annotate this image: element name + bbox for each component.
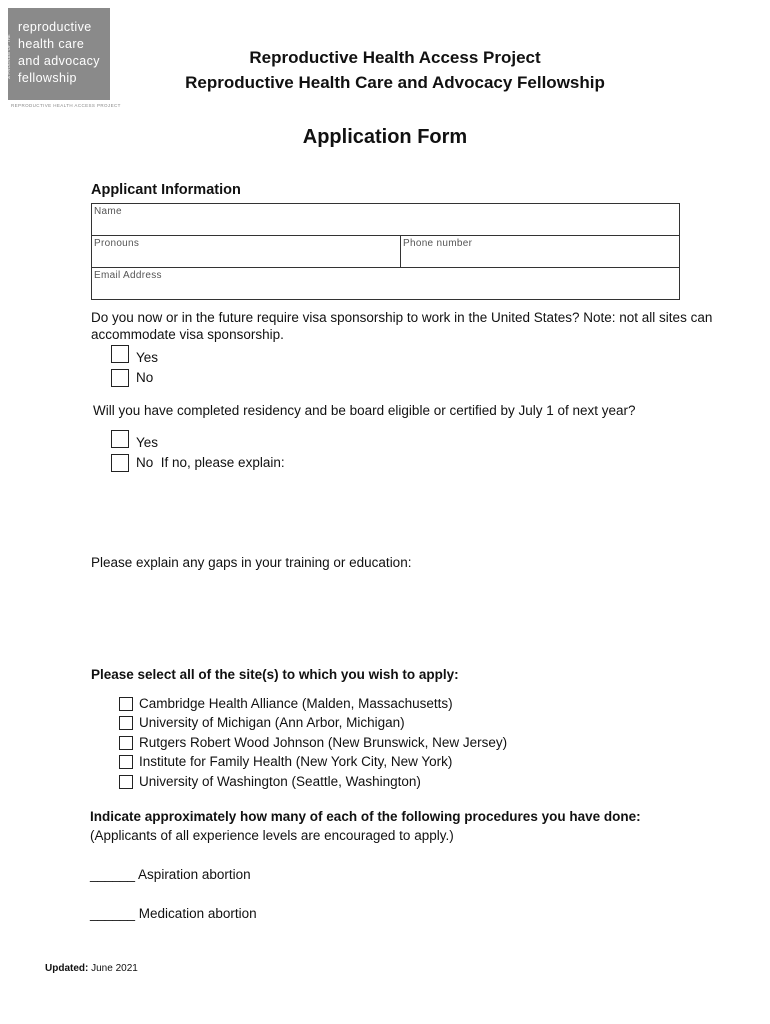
- procedures-note: (Applicants of all experience levels are encouraged to apply.): [90, 828, 454, 843]
- gaps-question: Please explain any gaps in your training or education:: [91, 555, 412, 570]
- logo-line: reproductive: [18, 20, 92, 34]
- site-checkbox[interactable]: [119, 775, 133, 789]
- site-checkbox[interactable]: [119, 697, 133, 711]
- name-field[interactable]: [91, 203, 680, 236]
- site-label: University of Washington (Seattle, Washington): [139, 774, 421, 789]
- site-checkbox[interactable]: [119, 736, 133, 750]
- site-label: Cambridge Health Alliance (Malden, Massachusetts): [139, 696, 453, 711]
- site-checkbox[interactable]: [119, 755, 133, 769]
- residency-no-checkbox[interactable]: [111, 454, 129, 472]
- visa-question: Do you now or in the future require visa sponsorship to work in the United States? Note: not all sites can accommodate visa sponsorship.: [91, 310, 713, 342]
- phone-label: Phone number: [403, 238, 473, 249]
- updated-value: June 2021: [91, 963, 138, 974]
- logo-side-text: A PROGRAM OF THE: [6, 34, 11, 79]
- updated-date: [45, 963, 138, 974]
- logo-caption: REPRODUCTIVE HEALTH ACCESS PROJECT: [11, 103, 121, 108]
- procedure-item-aspiration: ______ Aspiration abortion: [90, 867, 251, 882]
- pronouns-label: Pronouns: [94, 238, 140, 249]
- site-label: Institute for Family Health (New York City, New York): [139, 754, 453, 769]
- visa-yes-checkbox[interactable]: [111, 345, 129, 363]
- sites-heading: Please select all of the site(s) to which you wish to apply:: [91, 667, 459, 682]
- logo-line: health care: [18, 37, 85, 51]
- page-title: Application Form: [302, 126, 468, 148]
- visa-yes-label: Yes: [136, 350, 159, 365]
- procedure-item-medication: ______ Medication abortion: [90, 906, 257, 921]
- name-label: Name: [94, 206, 122, 217]
- visa-no-label: No: [136, 370, 154, 385]
- site-checkbox[interactable]: [119, 716, 133, 730]
- procedures-heading: Indicate approximately how many of each of the following procedures you have done:: [90, 809, 641, 824]
- logo-line: and advocacy: [18, 54, 100, 68]
- residency-no-label: No If no, please explain:: [136, 455, 285, 470]
- residency-yes-checkbox[interactable]: [111, 430, 129, 448]
- residency-yes-label: Yes: [136, 435, 159, 450]
- site-label: University of Michigan (Ann Arbor, Michigan): [139, 715, 405, 730]
- phone-field[interactable]: [400, 235, 680, 268]
- email-label: Email Address: [94, 270, 162, 281]
- email-field[interactable]: [91, 267, 680, 300]
- logo-line: fellowship: [18, 71, 77, 85]
- visa-no-checkbox[interactable]: [111, 369, 129, 387]
- program-title: Reproductive Health Care and Advocacy Fellowship: [185, 73, 605, 92]
- pronouns-field[interactable]: [91, 235, 401, 268]
- site-label: Rutgers Robert Wood Johnson (New Brunswick, New Jersey): [139, 735, 508, 750]
- updated-label: Updated:: [45, 963, 89, 974]
- applicant-heading: Applicant Information: [91, 182, 241, 198]
- org-title: Reproductive Health Access Project: [249, 48, 541, 67]
- residency-question: Will you have completed residency and be board eligible or certified by July 1 of next year?: [93, 403, 636, 418]
